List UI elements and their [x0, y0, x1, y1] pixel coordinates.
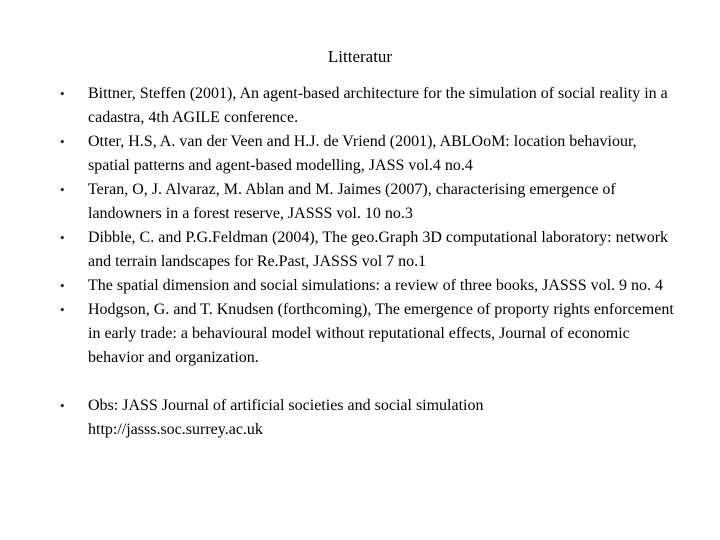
- bullet-icon: •: [60, 398, 65, 413]
- reference-item: [60, 130, 680, 178]
- slide-title: Litteratur: [327, 47, 393, 66]
- bullet-icon: •: [60, 230, 65, 245]
- reference-item: [60, 178, 680, 226]
- bullet-icon: •: [60, 302, 65, 317]
- bullet-icon: •: [60, 134, 65, 149]
- reference-text: Dibble, C. and P.G.Feldman (2004), The geo.Graph 3D computational laboratory: network and terrain landscapes for Re.Past, JASSS vol 7 no.1: [88, 229, 669, 270]
- obs-text: Obs: JASS Journal of artificial societies and social simulation: [88, 397, 484, 414]
- bullet-icon: •: [60, 278, 65, 293]
- reference-list: [60, 82, 680, 442]
- reference-item: [60, 82, 680, 130]
- reference-text: Otter, H.S, A. van der Veen and H.J. de Vriend (2001), ABLOoM: location behaviour, spatial patterns and agent-based modelling, JASS vol.4 no.4: [88, 133, 637, 174]
- reference-text: Teran, O, J. Alvaraz, M. Ablan and M. Jaimes (2007), characterising emergence of landowners in a forest reserve, JASSS vol. 10 no.3: [88, 181, 616, 222]
- reference-text: Bittner, Steffen (2001), An agent-based architecture for the simulation of social reality in a cadastra, 4th AGILE conference.: [88, 85, 668, 126]
- reference-text: Hodgson, G. and T. Knudsen (forthcoming), The emergence of proporty rights enforcement in early trade: a behavioural model without reputational effects, Journal of economic behavior and organization.: [88, 301, 674, 366]
- obs-note: [60, 394, 680, 442]
- jasss-url: http://jasss.soc.surrey.ac.uk: [88, 421, 263, 438]
- reference-text: The spatial dimension and social simulations: a review of three books, JASSS vol. 9 no. 4: [88, 277, 664, 294]
- bullet-icon: •: [60, 182, 65, 197]
- reference-item: [60, 226, 680, 274]
- reference-item: [60, 298, 680, 370]
- reference-item: [60, 274, 680, 298]
- bullet-icon: •: [60, 86, 65, 101]
